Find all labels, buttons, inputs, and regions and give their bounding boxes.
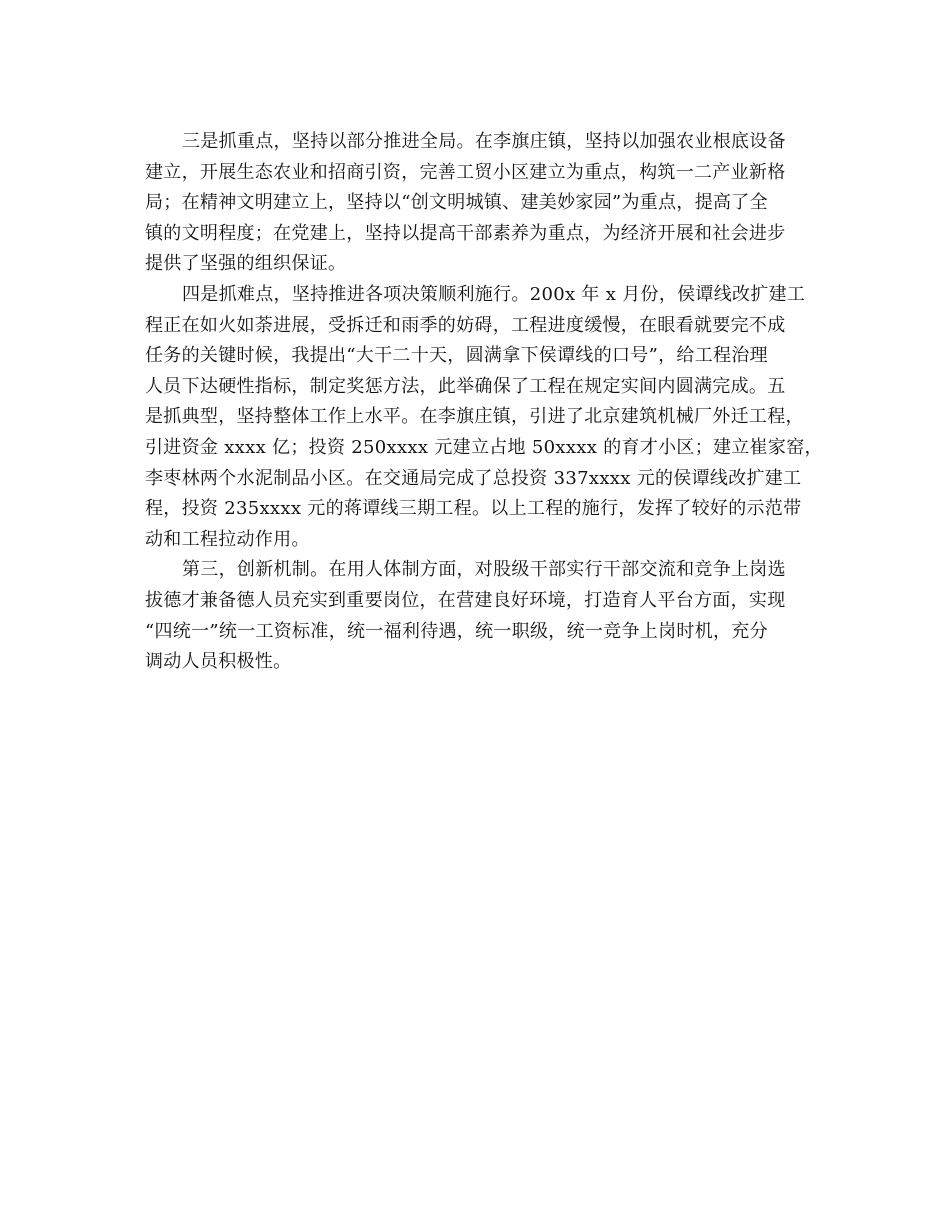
text-line: 第三，创新机制。在用人体制方面，对股级干部实行干部交流和竞争上岗选 — [182, 559, 786, 581]
document-body — [145, 127, 823, 678]
text-line: 局；在精神文明建立上，坚持以“创文明城镇、建美妙家园”为重点，提高了全 — [145, 192, 768, 214]
text-line: 程正在如火如荼进展，受拆迁和雨季的妨碍，工程进度缓慢，在眼看就要完不成 — [145, 314, 786, 336]
paragraph-1 — [145, 127, 807, 280]
text-line: 人员下达硬性指标，制定奖惩方法，此举确保了工程在规定实间内圆满完成。五 — [145, 375, 786, 397]
text-line: 提供了坚强的组织保证。 — [145, 253, 347, 275]
text-line: 程，投资 235xxxx 元的蒋谭线三期工程。以上工程的施行，发挥了较好的示范带 — [145, 498, 802, 520]
paragraph-2 — [145, 280, 823, 555]
text-line: 调动人员积极性。 — [145, 651, 292, 673]
text-line: 引进资金 xxxx 亿；投资 250xxxx 元建立占地 50xxxx 的育才小区；建立崔家窑， — [145, 436, 823, 458]
text-line: 是抓典型，坚持整体工作上水平。在李旗庄镇，引进了北京建筑机械厂外迁工程， — [145, 406, 804, 428]
text-line: “四统一”统一工资标准，统一福利待遇，统一职级，统一竞争上岗时机，充分 — [145, 620, 768, 642]
paragraph-3 — [145, 555, 807, 677]
text-line: 四是抓难点，坚持推进各项决策顺利施行。200x 年 x 月份，侯谭线改扩建工 — [182, 283, 806, 305]
text-line: 动和工程拉动作用。 — [145, 528, 310, 550]
text-line: 拔德才兼备德人员充实到重要岗位，在营建良好环境，打造育人平台方面，实现 — [145, 589, 786, 611]
text-line: 镇的文明程度；在党建上，坚持以提高干部素养为重点，为经济开展和社会进步 — [145, 222, 786, 244]
text-line: 任务的关键时候，我提出“大干二十天，圆满拿下侯谭线的口号”，给工程治理 — [145, 345, 768, 367]
text-line: 李枣林两个水泥制品小区。在交通局完成了总投资 337xxxx 元的侯谭线改扩建工 — [145, 467, 802, 489]
text-line: 建立，开展生态农业和招商引资，完善工贸小区建立为重点，构筑一二产业新格 — [145, 161, 786, 183]
text-line: 三是抓重点，坚持以部分推进全局。在李旗庄镇，坚持以加强农业根底设备 — [182, 131, 786, 152]
